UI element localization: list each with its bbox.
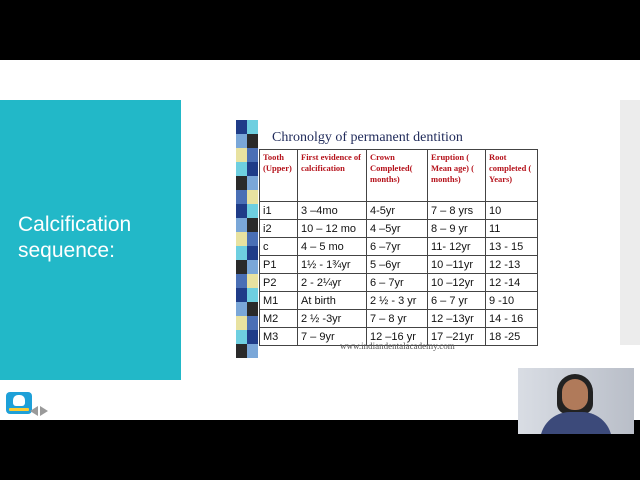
strip-block: [236, 176, 247, 190]
strip-block: [247, 190, 258, 204]
logo-base: [9, 408, 29, 411]
table-row: [260, 292, 538, 310]
table-cell: 1½ - 1¾yr: [298, 256, 367, 274]
table-cell: i1: [260, 202, 298, 220]
prev-slide-arrow-icon[interactable]: [30, 406, 38, 416]
table-cell: 12 –13yr: [428, 310, 486, 328]
header-eruption: Eruption ( Mean age) ( months): [428, 150, 486, 202]
table-cell: 12 -14: [486, 274, 538, 292]
table-cell: i2: [260, 220, 298, 238]
table-cell: At birth: [298, 292, 367, 310]
table-cell: 7 – 8 yrs: [428, 202, 486, 220]
table-cell: 5 –6yr: [367, 256, 428, 274]
table-cell: 2 ½ - 3 yr: [367, 292, 428, 310]
slide-heading: Calcification sequence:: [18, 213, 132, 262]
table-cell: c: [260, 238, 298, 256]
table-cell: 13 - 15: [486, 238, 538, 256]
table-cell: 6 – 7yr: [367, 274, 428, 292]
presenter-face: [562, 379, 588, 410]
table-cell: 7 – 8 yr: [367, 310, 428, 328]
strip-block: [247, 316, 258, 330]
strip-block: [247, 148, 258, 162]
strip-block: [236, 302, 247, 316]
strip-block: [247, 120, 258, 134]
strip-block: [247, 330, 258, 344]
strip-block: [236, 190, 247, 204]
strip-block: [247, 302, 258, 316]
table-cell: 10 –11yr: [428, 256, 486, 274]
tooth-logo-icon[interactable]: [6, 392, 32, 414]
header-root-completed: Root completed ( Years): [486, 150, 538, 202]
table-cell: M3: [260, 328, 298, 346]
table-cell: M2: [260, 310, 298, 328]
dentition-chronology-table: [259, 149, 538, 346]
strip-block: [236, 316, 247, 330]
table-cell: 2 - 2¼yr: [298, 274, 367, 292]
table-cell: 10: [486, 202, 538, 220]
presenter-video-thumbnail[interactable]: [518, 368, 634, 434]
header-tooth: Tooth (Upper): [260, 150, 298, 202]
strip-block: [236, 246, 247, 260]
header-crown-completed: Crown Completed( months): [367, 150, 428, 202]
table-row: [260, 256, 538, 274]
strip-block: [236, 274, 247, 288]
table-cell: 3 –4mo: [298, 202, 367, 220]
header-calcification: First evidence of calcification: [298, 150, 367, 202]
decorative-color-strip: [236, 120, 258, 358]
strip-block: [247, 232, 258, 246]
table-cell: 2 ½ -3yr: [298, 310, 367, 328]
strip-block: [236, 232, 247, 246]
strip-block: [247, 274, 258, 288]
table-cell: 17 –21yr: [428, 328, 486, 346]
strip-block: [236, 330, 247, 344]
table-cell: 14 - 16: [486, 310, 538, 328]
strip-block: [236, 344, 247, 358]
strip-block: [247, 176, 258, 190]
strip-block: [236, 162, 247, 176]
table-cell: 4 –5yr: [367, 220, 428, 238]
table-row: [260, 202, 538, 220]
table-cell: 12 -13: [486, 256, 538, 274]
strip-block: [247, 204, 258, 218]
table-cell: 10 –12yr: [428, 274, 486, 292]
table-cell: 6 – 7 yr: [428, 292, 486, 310]
table-cell: 4-5yr: [367, 202, 428, 220]
strip-block: [247, 246, 258, 260]
table-row: [260, 238, 538, 256]
table-cell: 11: [486, 220, 538, 238]
strip-block: [236, 134, 247, 148]
strip-block: [236, 120, 247, 134]
slide-navigation: [30, 406, 48, 416]
color-strip-graphic: [236, 120, 258, 358]
table-cell: 8 – 9 yr: [428, 220, 486, 238]
strip-block: [236, 148, 247, 162]
table-row: [260, 274, 538, 292]
strip-block: [247, 288, 258, 302]
strip-block: [247, 344, 258, 358]
table-cell: P1: [260, 256, 298, 274]
strip-block: [236, 204, 247, 218]
strip-block: [247, 218, 258, 232]
strip-block: [247, 162, 258, 176]
table-cell: 10 – 12 mo: [298, 220, 367, 238]
strip-block: [236, 218, 247, 232]
table-cell: 7 – 9yr: [298, 328, 367, 346]
document-title: Chronolgy of permanent dentition: [272, 130, 463, 145]
table-row: [260, 220, 538, 238]
table-cell: M1: [260, 292, 298, 310]
strip-block: [236, 288, 247, 302]
title-panel: [0, 100, 181, 380]
table-cell: 11- 12yr: [428, 238, 486, 256]
watermark-text: www.indiandentalacademy.com: [340, 341, 455, 351]
table-header-row: [260, 150, 538, 202]
right-edge-panel: [620, 100, 640, 345]
strip-block: [236, 260, 247, 274]
strip-block: [247, 260, 258, 274]
table-row: [260, 310, 538, 328]
table-cell: 4 – 5 mo: [298, 238, 367, 256]
strip-block: [247, 134, 258, 148]
table-cell: 9 -10: [486, 292, 538, 310]
table-cell: 6 –7yr: [367, 238, 428, 256]
table-cell: 12 –16 yr: [367, 328, 428, 346]
presentation-slide: [0, 60, 640, 420]
tooth-shape: [13, 395, 25, 406]
next-slide-arrow-icon[interactable]: [40, 406, 48, 416]
table-cell: 18 -25: [486, 328, 538, 346]
table-cell: P2: [260, 274, 298, 292]
